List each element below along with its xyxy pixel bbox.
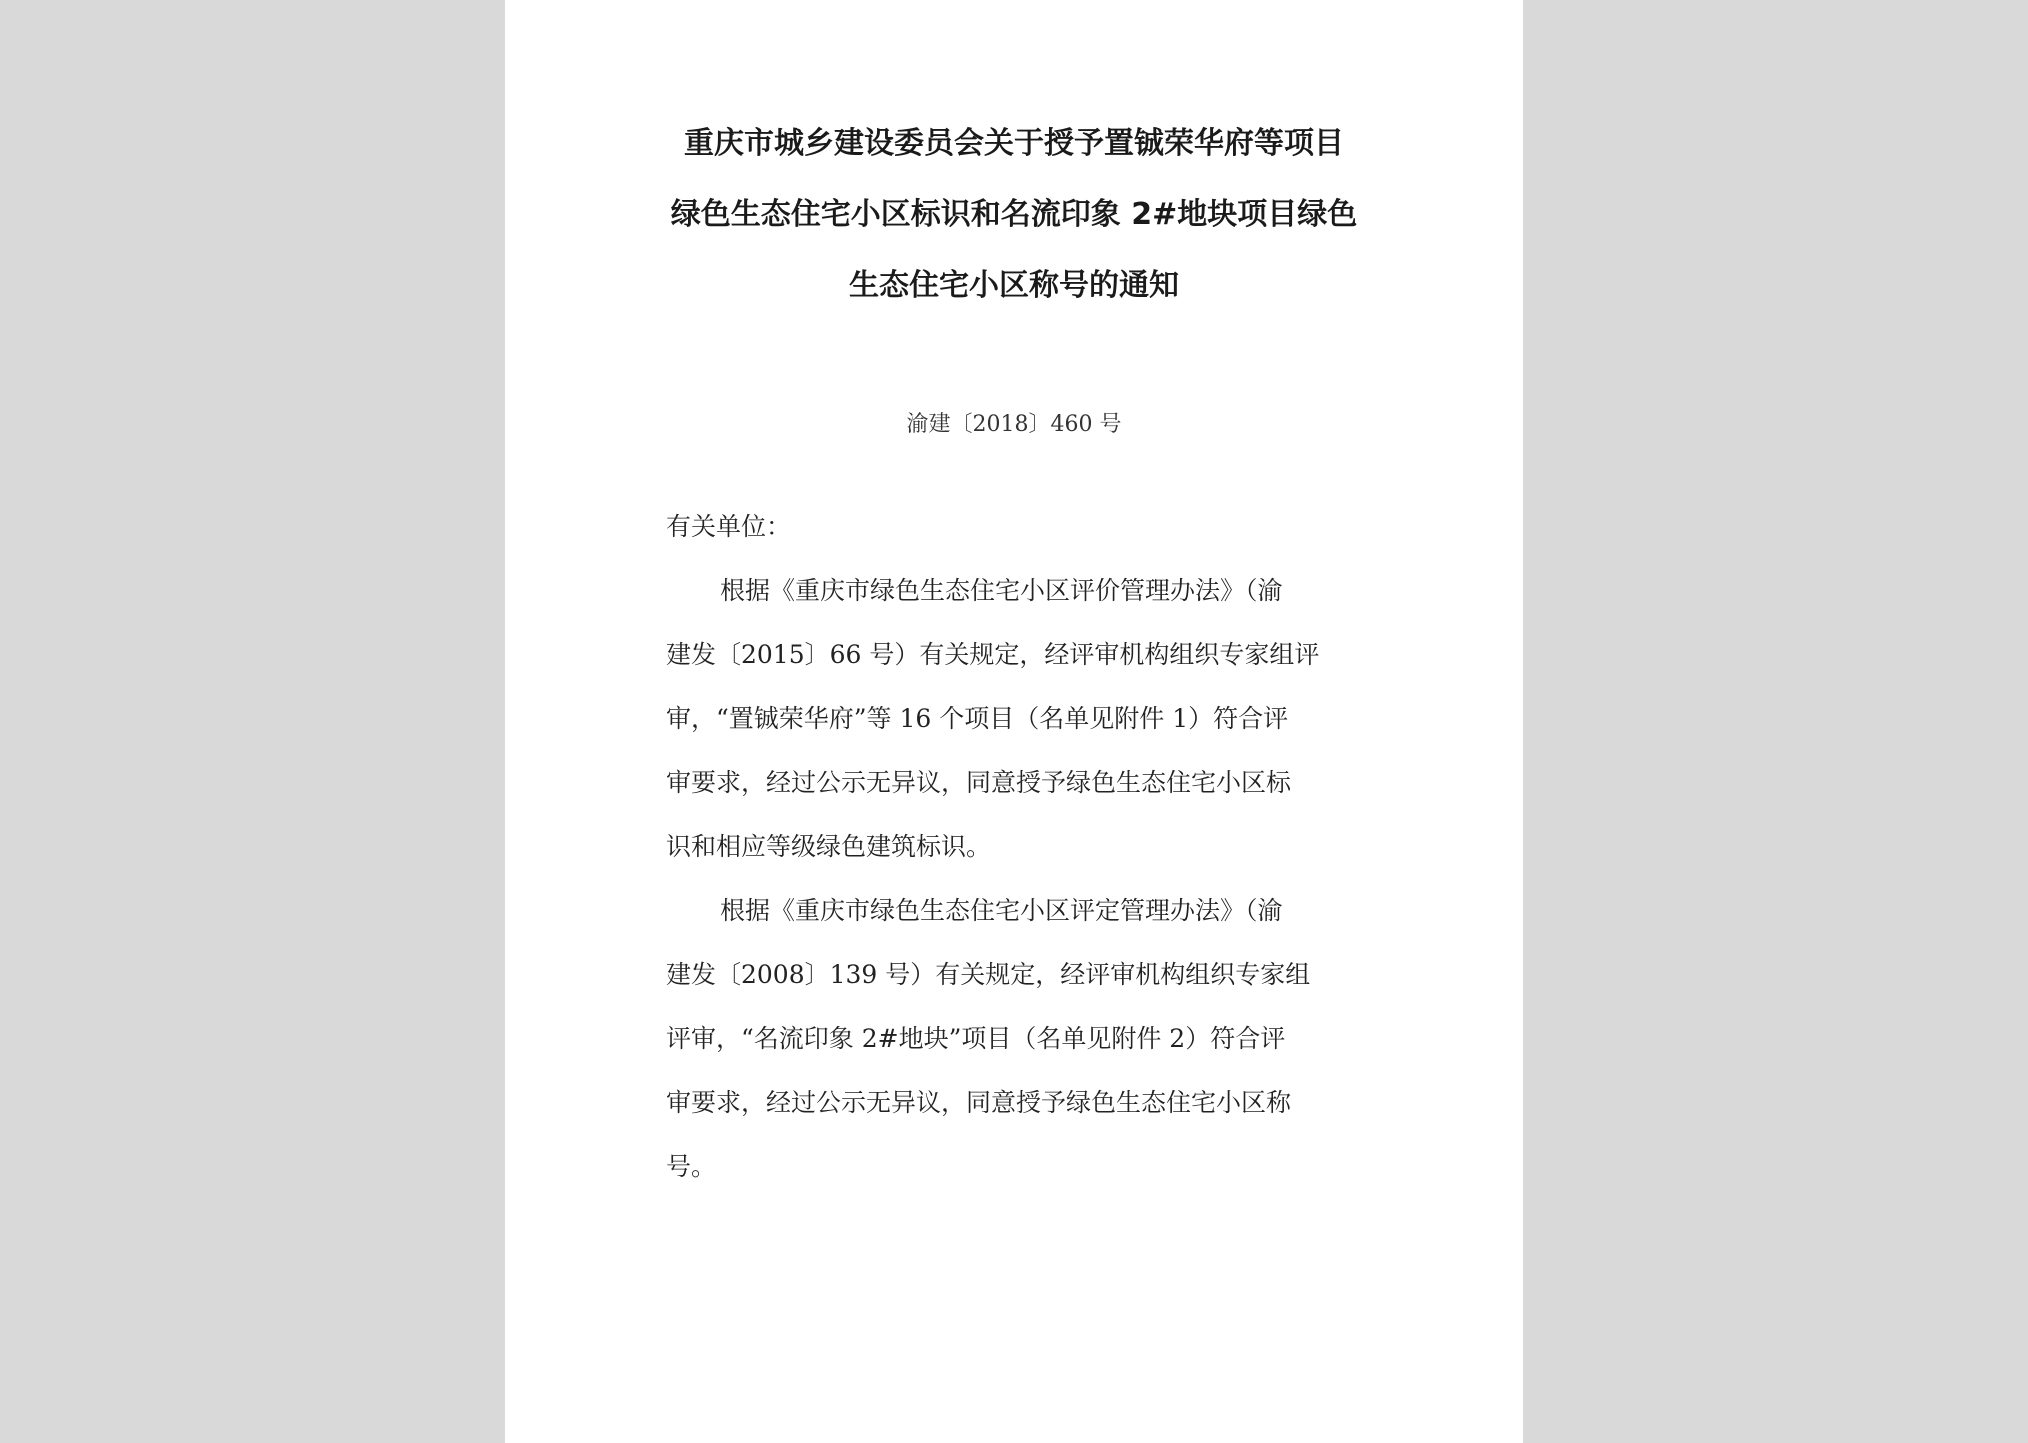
paragraph1-line-3: 审，“置铖荣华府”等 16 个项目（名单见附件 1）符合评 [666,704,1289,733]
paragraph2-line-1: 根据《重庆市绿色生态住宅小区评定管理办法》（渝 [720,896,1283,925]
salutation: 有关单位： [666,512,792,541]
document-number: 渝建〔2018〕460 号 [906,412,1122,437]
title-line-3: 生态住宅小区称号的通知 [849,268,1179,303]
paragraph2-line-3: 评审，“名流印象 2#地块”项目（名单见附件 2）符合评 [666,1024,1286,1053]
paragraph1-line-4: 审要求，经过公示无异议，同意授予绿色生态住宅小区标 [666,768,1292,797]
title-line-2: 绿色生态住宅小区标识和名流印象 2#地块项目绿色 [670,197,1358,232]
paragraph2-line-4: 审要求，经过公示无异议，同意授予绿色生态住宅小区称 [666,1088,1292,1117]
title-line-1: 重庆市城乡建设委员会关于授予置铖荣华府等项目 [684,126,1344,161]
document-page [505,0,1523,1443]
paragraph1-line-5: 识和相应等级绿色建筑标识。 [666,832,992,861]
paragraph1-line-1: 根据《重庆市绿色生态住宅小区评价管理办法》（渝 [720,576,1283,605]
paragraph1-line-2: 建发〔2015〕66 号）有关规定，经评审机构组织专家组评 [666,640,1320,669]
paragraph2-line-5: 号。 [666,1152,717,1181]
paragraph2-line-2: 建发〔2008〕139 号）有关规定，经评审机构组织专家组 [666,960,1311,989]
